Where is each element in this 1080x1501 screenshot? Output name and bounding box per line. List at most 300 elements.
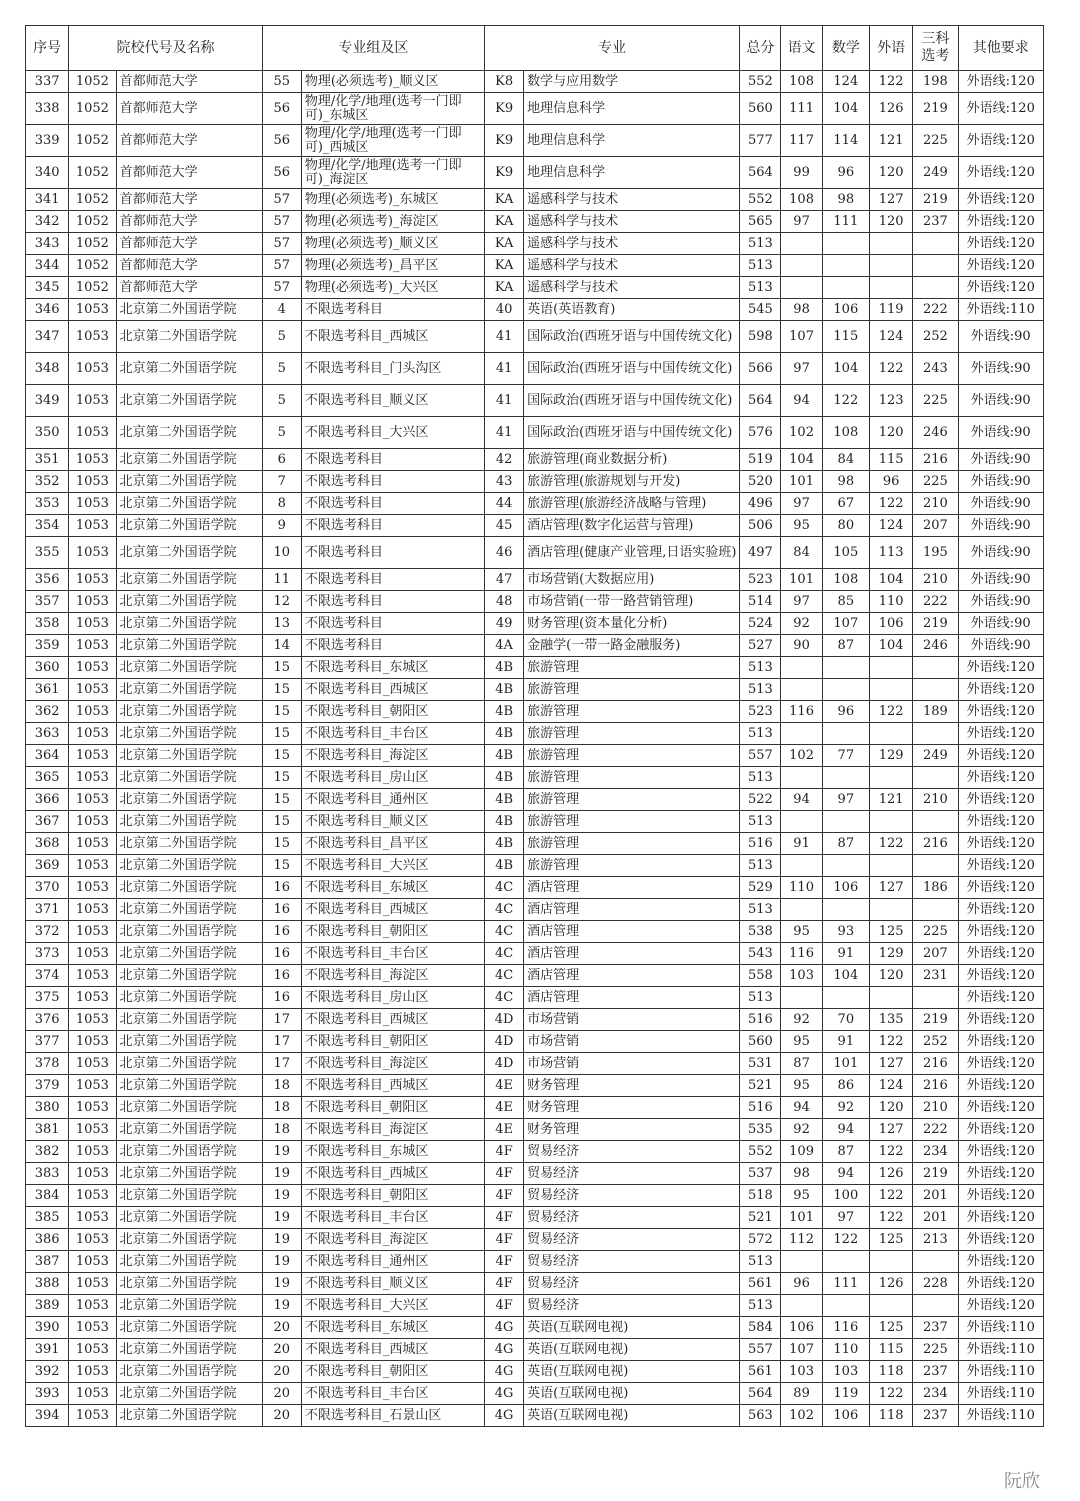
cell-other: 外语线:90 <box>958 321 1044 353</box>
cell-school-name: 北京第二外国语学院 <box>116 321 262 353</box>
cell-chinese: 94 <box>781 1097 822 1119</box>
cell-other: 外语线:110 <box>958 1405 1044 1427</box>
cell-math <box>822 277 869 299</box>
cell-chinese <box>781 767 822 789</box>
cell-school-code: 1053 <box>69 449 116 471</box>
cell-major-name: 旅游管理(旅游规划与开发) <box>524 471 740 493</box>
cell-major-name: 财务管理 <box>524 1119 740 1141</box>
table-row <box>26 1317 1044 1339</box>
cell-school-name: 北京第二外国语学院 <box>116 1141 262 1163</box>
cell-major-name: 酒店管理 <box>524 987 740 1009</box>
header-other: 其他要求 <box>958 26 1044 71</box>
cell-foreign: 127 <box>870 189 913 211</box>
cell-major-name: 遥感科学与技术 <box>524 211 740 233</box>
cell-major-code: 41 <box>485 417 524 449</box>
cell-math: 101 <box>822 1053 869 1075</box>
cell-group-code: 20 <box>262 1339 301 1361</box>
table-row <box>26 321 1044 353</box>
cell-school-code: 1052 <box>69 71 116 93</box>
cell-group-desc: 不限选考科目_东城区 <box>301 657 484 679</box>
cell-major-code: 4G <box>485 1317 524 1339</box>
cell-other: 外语线:110 <box>958 1383 1044 1405</box>
cell-chinese: 92 <box>781 1009 822 1031</box>
table-row <box>26 965 1044 987</box>
cell-group-code: 18 <box>262 1119 301 1141</box>
cell-electives: 198 <box>913 71 958 93</box>
cell-electives <box>913 679 958 701</box>
cell-other: 外语线:90 <box>958 493 1044 515</box>
cell-major-name: 财务管理 <box>524 1097 740 1119</box>
cell-school-code: 1053 <box>69 537 116 569</box>
cell-electives: 225 <box>913 471 958 493</box>
cell-major-name: 酒店管理 <box>524 877 740 899</box>
cell-school-name: 北京第二外国语学院 <box>116 679 262 701</box>
cell-group-code: 18 <box>262 1097 301 1119</box>
table-row <box>26 1361 1044 1383</box>
cell-math: 108 <box>822 417 869 449</box>
cell-foreign: 124 <box>870 515 913 537</box>
cell-foreign <box>870 255 913 277</box>
cell-major-code: K9 <box>485 125 524 157</box>
cell-other: 外语线:120 <box>958 255 1044 277</box>
cell-school-code: 1053 <box>69 657 116 679</box>
cell-foreign: 120 <box>870 417 913 449</box>
cell-group-desc: 不限选考科目_西城区 <box>301 1339 484 1361</box>
cell-math <box>822 679 869 701</box>
cell-school-code: 1053 <box>69 1405 116 1427</box>
cell-school-code: 1053 <box>69 1163 116 1185</box>
cell-foreign: 122 <box>870 701 913 723</box>
cell-seq: 368 <box>26 833 69 855</box>
cell-group-desc: 不限选考科目_通州区 <box>301 789 484 811</box>
cell-total: 560 <box>740 93 781 125</box>
table-row <box>26 1119 1044 1141</box>
cell-major-name: 英语(互联网电视) <box>524 1361 740 1383</box>
cell-school-name: 北京第二外国语学院 <box>116 1097 262 1119</box>
cell-group-desc: 不限选考科目 <box>301 569 484 591</box>
cell-major-code: 4C <box>485 943 524 965</box>
cell-math: 87 <box>822 1141 869 1163</box>
cell-chinese: 95 <box>781 1185 822 1207</box>
cell-major-code: KA <box>485 255 524 277</box>
cell-seq: 354 <box>26 515 69 537</box>
cell-foreign: 122 <box>870 493 913 515</box>
cell-seq: 341 <box>26 189 69 211</box>
cell-group-code: 13 <box>262 613 301 635</box>
cell-total: 557 <box>740 745 781 767</box>
cell-electives: 222 <box>913 591 958 613</box>
cell-school-code: 1053 <box>69 921 116 943</box>
cell-math: 96 <box>822 701 869 723</box>
cell-foreign: 129 <box>870 745 913 767</box>
table-row <box>26 211 1044 233</box>
cell-foreign: 122 <box>870 1185 913 1207</box>
cell-total: 535 <box>740 1119 781 1141</box>
cell-school-name: 北京第二外国语学院 <box>116 657 262 679</box>
cell-school-name: 北京第二外国语学院 <box>116 1207 262 1229</box>
cell-school-name: 北京第二外国语学院 <box>116 767 262 789</box>
cell-group-desc: 不限选考科目_东城区 <box>301 1317 484 1339</box>
table-row <box>26 93 1044 125</box>
cell-school-name: 北京第二外国语学院 <box>116 515 262 537</box>
cell-school-name: 北京第二外国语学院 <box>116 1295 262 1317</box>
cell-major-code: 41 <box>485 385 524 417</box>
cell-group-desc: 不限选考科目 <box>301 635 484 657</box>
cell-seq: 352 <box>26 471 69 493</box>
cell-other: 外语线:110 <box>958 1361 1044 1383</box>
cell-math: 111 <box>822 1273 869 1295</box>
cell-chinese: 103 <box>781 1361 822 1383</box>
cell-major-name: 市场营销 <box>524 1031 740 1053</box>
cell-electives: 237 <box>913 1405 958 1427</box>
cell-electives: 207 <box>913 943 958 965</box>
cell-school-name: 北京第二外国语学院 <box>116 1317 262 1339</box>
cell-chinese: 106 <box>781 1317 822 1339</box>
cell-school-code: 1052 <box>69 93 116 125</box>
cell-foreign: 122 <box>870 1031 913 1053</box>
cell-group-desc: 物理/化学/地理(选考一门即可)_西城区 <box>301 125 484 157</box>
cell-school-code: 1053 <box>69 1031 116 1053</box>
cell-major-name: 市场营销 <box>524 1053 740 1075</box>
cell-major-name: 酒店管理 <box>524 943 740 965</box>
table-row <box>26 515 1044 537</box>
cell-total: 584 <box>740 1317 781 1339</box>
cell-foreign: 123 <box>870 385 913 417</box>
cell-seq: 357 <box>26 591 69 613</box>
cell-group-desc: 不限选考科目_房山区 <box>301 767 484 789</box>
cell-school-name: 北京第二外国语学院 <box>116 1405 262 1427</box>
table-row <box>26 417 1044 449</box>
header-total: 总分 <box>740 26 781 71</box>
cell-other: 外语线:120 <box>958 1207 1044 1229</box>
cell-total: 513 <box>740 811 781 833</box>
cell-school-code: 1053 <box>69 1339 116 1361</box>
cell-electives: 219 <box>913 1009 958 1031</box>
cell-electives <box>913 811 958 833</box>
cell-group-desc: 不限选考科目_朝阳区 <box>301 921 484 943</box>
cell-major-name: 地理信息科学 <box>524 157 740 189</box>
cell-foreign <box>870 855 913 877</box>
watermark-text: 阮欣 <box>1004 1471 1040 1492</box>
cell-seq: 391 <box>26 1339 69 1361</box>
header-row <box>26 26 1044 71</box>
cell-major-code: 4C <box>485 965 524 987</box>
cell-other: 外语线:120 <box>958 767 1044 789</box>
cell-chinese: 97 <box>781 493 822 515</box>
cell-group-code: 57 <box>262 277 301 299</box>
table-row <box>26 1009 1044 1031</box>
cell-school-code: 1053 <box>69 965 116 987</box>
cell-major-name: 旅游管理 <box>524 745 740 767</box>
cell-major-code: K9 <box>485 157 524 189</box>
cell-school-name: 北京第二外国语学院 <box>116 965 262 987</box>
cell-school-name: 北京第二外国语学院 <box>116 745 262 767</box>
cell-seq: 383 <box>26 1163 69 1185</box>
cell-school-code: 1053 <box>69 1097 116 1119</box>
cell-school-name: 北京第二外国语学院 <box>116 1031 262 1053</box>
cell-major-code: K9 <box>485 93 524 125</box>
cell-school-code: 1052 <box>69 189 116 211</box>
cell-group-code: 57 <box>262 189 301 211</box>
cell-school-name: 北京第二外国语学院 <box>116 385 262 417</box>
cell-group-desc: 不限选考科目_顺义区 <box>301 385 484 417</box>
cell-math <box>822 811 869 833</box>
cell-major-name: 数学与应用数学 <box>524 71 740 93</box>
cell-chinese <box>781 233 822 255</box>
cell-group-code: 7 <box>262 471 301 493</box>
cell-seq: 350 <box>26 417 69 449</box>
cell-major-name: 贸易经济 <box>524 1229 740 1251</box>
cell-math: 104 <box>822 965 869 987</box>
cell-electives: 216 <box>913 1053 958 1075</box>
cell-school-code: 1053 <box>69 1251 116 1273</box>
cell-school-name: 北京第二外国语学院 <box>116 1229 262 1251</box>
cell-electives: 231 <box>913 965 958 987</box>
table-body <box>26 71 1044 1427</box>
cell-other: 外语线:120 <box>958 899 1044 921</box>
cell-school-code: 1053 <box>69 1317 116 1339</box>
cell-foreign <box>870 723 913 745</box>
cell-total: 565 <box>740 211 781 233</box>
cell-math: 94 <box>822 1163 869 1185</box>
cell-foreign <box>870 277 913 299</box>
cell-school-code: 1053 <box>69 833 116 855</box>
admission-table-container <box>25 25 1044 1427</box>
cell-total: 543 <box>740 943 781 965</box>
cell-seq: 385 <box>26 1207 69 1229</box>
cell-major-name: 英语(互联网电视) <box>524 1317 740 1339</box>
cell-school-name: 北京第二外国语学院 <box>116 921 262 943</box>
cell-chinese: 94 <box>781 789 822 811</box>
table-row <box>26 189 1044 211</box>
cell-other: 外语线:120 <box>958 701 1044 723</box>
cell-school-name: 北京第二外国语学院 <box>116 1273 262 1295</box>
cell-electives: 225 <box>913 385 958 417</box>
cell-electives: 219 <box>913 1163 958 1185</box>
cell-group-code: 16 <box>262 899 301 921</box>
cell-total: 538 <box>740 921 781 943</box>
cell-major-code: 4F <box>485 1229 524 1251</box>
cell-school-code: 1053 <box>69 1075 116 1097</box>
cell-group-desc: 不限选考科目_东城区 <box>301 1141 484 1163</box>
table-row <box>26 723 1044 745</box>
cell-other: 外语线:110 <box>958 1317 1044 1339</box>
cell-math: 77 <box>822 745 869 767</box>
cell-total: 513 <box>740 679 781 701</box>
cell-seq: 387 <box>26 1251 69 1273</box>
cell-math: 103 <box>822 1361 869 1383</box>
cell-chinese: 97 <box>781 211 822 233</box>
table-row <box>26 1207 1044 1229</box>
cell-seq: 366 <box>26 789 69 811</box>
cell-group-desc: 不限选考科目 <box>301 591 484 613</box>
cell-math: 97 <box>822 789 869 811</box>
cell-electives: 207 <box>913 515 958 537</box>
cell-group-desc: 不限选考科目_朝阳区 <box>301 1031 484 1053</box>
cell-other: 外语线:120 <box>958 943 1044 965</box>
cell-total: 513 <box>740 233 781 255</box>
cell-group-desc: 不限选考科目_朝阳区 <box>301 701 484 723</box>
cell-total: 572 <box>740 1229 781 1251</box>
cell-other: 外语线:90 <box>958 449 1044 471</box>
cell-group-desc: 不限选考科目_西城区 <box>301 1009 484 1031</box>
cell-group-desc: 不限选考科目_西城区 <box>301 679 484 701</box>
cell-group-desc: 不限选考科目_石景山区 <box>301 1405 484 1427</box>
cell-group-desc: 物理/化学/地理(选考一门即可)_东城区 <box>301 93 484 125</box>
cell-school-name: 首都师范大学 <box>116 157 262 189</box>
cell-seq: 364 <box>26 745 69 767</box>
cell-school-name: 北京第二外国语学院 <box>116 417 262 449</box>
cell-math: 70 <box>822 1009 869 1031</box>
cell-total: 564 <box>740 385 781 417</box>
cell-group-desc: 物理(必须选考)_顺义区 <box>301 71 484 93</box>
table-row <box>26 701 1044 723</box>
cell-major-name: 旅游管理 <box>524 855 740 877</box>
cell-other: 外语线:90 <box>958 417 1044 449</box>
cell-group-code: 19 <box>262 1141 301 1163</box>
cell-school-name: 北京第二外国语学院 <box>116 811 262 833</box>
table-row <box>26 921 1044 943</box>
cell-seq: 380 <box>26 1097 69 1119</box>
cell-electives: 237 <box>913 211 958 233</box>
cell-group-code: 15 <box>262 789 301 811</box>
cell-electives: 219 <box>913 189 958 211</box>
cell-group-desc: 不限选考科目_通州区 <box>301 1251 484 1273</box>
cell-chinese: 108 <box>781 189 822 211</box>
cell-chinese <box>781 899 822 921</box>
cell-total: 516 <box>740 1097 781 1119</box>
cell-seq: 358 <box>26 613 69 635</box>
cell-chinese: 112 <box>781 1229 822 1251</box>
cell-other: 外语线:120 <box>958 1251 1044 1273</box>
cell-foreign: 120 <box>870 1097 913 1119</box>
cell-school-code: 1053 <box>69 877 116 899</box>
cell-group-desc: 不限选考科目_海淀区 <box>301 1119 484 1141</box>
cell-seq: 340 <box>26 157 69 189</box>
cell-school-code: 1053 <box>69 723 116 745</box>
cell-seq: 393 <box>26 1383 69 1405</box>
table-row <box>26 1053 1044 1075</box>
table-row <box>26 767 1044 789</box>
cell-chinese: 95 <box>781 1031 822 1053</box>
cell-group-code: 6 <box>262 449 301 471</box>
table-row <box>26 745 1044 767</box>
cell-group-code: 19 <box>262 1229 301 1251</box>
cell-total: 513 <box>740 767 781 789</box>
cell-chinese: 102 <box>781 745 822 767</box>
cell-electives: 252 <box>913 1031 958 1053</box>
cell-group-code: 15 <box>262 679 301 701</box>
cell-school-code: 1053 <box>69 417 116 449</box>
cell-foreign: 104 <box>870 635 913 657</box>
cell-electives: 219 <box>913 613 958 635</box>
cell-other: 外语线:120 <box>958 1141 1044 1163</box>
cell-group-code: 12 <box>262 591 301 613</box>
cell-other: 外语线:120 <box>958 125 1044 157</box>
table-row <box>26 591 1044 613</box>
cell-school-code: 1052 <box>69 211 116 233</box>
table-row <box>26 679 1044 701</box>
cell-group-code: 9 <box>262 515 301 537</box>
cell-chinese: 101 <box>781 1207 822 1229</box>
cell-chinese: 96 <box>781 1273 822 1295</box>
cell-electives: 246 <box>913 635 958 657</box>
cell-major-name: 遥感科学与技术 <box>524 189 740 211</box>
cell-major-code: 40 <box>485 299 524 321</box>
cell-total: 531 <box>740 1053 781 1075</box>
cell-major-code: 4C <box>485 921 524 943</box>
cell-electives: 210 <box>913 493 958 515</box>
cell-foreign <box>870 1295 913 1317</box>
cell-school-code: 1053 <box>69 569 116 591</box>
cell-seq: 382 <box>26 1141 69 1163</box>
cell-school-code: 1053 <box>69 789 116 811</box>
cell-group-code: 20 <box>262 1361 301 1383</box>
cell-total: 561 <box>740 1361 781 1383</box>
cell-other: 外语线:90 <box>958 591 1044 613</box>
cell-major-code: KA <box>485 277 524 299</box>
cell-major-code: 48 <box>485 591 524 613</box>
cell-major-code: 4B <box>485 811 524 833</box>
cell-school-code: 1053 <box>69 1119 116 1141</box>
cell-school-code: 1053 <box>69 987 116 1009</box>
cell-electives: 213 <box>913 1229 958 1251</box>
cell-total: 513 <box>740 855 781 877</box>
cell-math <box>822 767 869 789</box>
table-row <box>26 635 1044 657</box>
cell-school-name: 首都师范大学 <box>116 125 262 157</box>
cell-total: 497 <box>740 537 781 569</box>
table-row <box>26 1185 1044 1207</box>
cell-other: 外语线:90 <box>958 353 1044 385</box>
cell-group-desc: 不限选考科目_丰台区 <box>301 1383 484 1405</box>
cell-chinese <box>781 255 822 277</box>
cell-group-desc: 不限选考科目_门头沟区 <box>301 353 484 385</box>
cell-foreign: 121 <box>870 125 913 157</box>
cell-major-code: 4B <box>485 701 524 723</box>
cell-school-code: 1053 <box>69 1295 116 1317</box>
cell-major-code: 41 <box>485 353 524 385</box>
cell-other: 外语线:120 <box>958 1163 1044 1185</box>
cell-school-name: 北京第二外国语学院 <box>116 789 262 811</box>
cell-other: 外语线:120 <box>958 679 1044 701</box>
table-row <box>26 1273 1044 1295</box>
cell-school-name: 北京第二外国语学院 <box>116 899 262 921</box>
cell-group-desc: 不限选考科目_顺义区 <box>301 1273 484 1295</box>
table-row <box>26 353 1044 385</box>
cell-chinese: 84 <box>781 537 822 569</box>
cell-school-name: 北京第二外国语学院 <box>116 493 262 515</box>
cell-school-name: 北京第二外国语学院 <box>116 855 262 877</box>
cell-other: 外语线:90 <box>958 537 1044 569</box>
table-row <box>26 449 1044 471</box>
cell-school-name: 北京第二外国语学院 <box>116 613 262 635</box>
cell-major-name: 旅游管理 <box>524 701 740 723</box>
cell-major-code: 44 <box>485 493 524 515</box>
cell-group-code: 16 <box>262 943 301 965</box>
cell-chinese: 116 <box>781 943 822 965</box>
cell-school-name: 北京第二外国语学院 <box>116 569 262 591</box>
cell-major-name: 地理信息科学 <box>524 125 740 157</box>
cell-group-code: 17 <box>262 1031 301 1053</box>
cell-other: 外语线:90 <box>958 385 1044 417</box>
cell-foreign: 104 <box>870 569 913 591</box>
cell-seq: 342 <box>26 211 69 233</box>
cell-major-name: 贸易经济 <box>524 1273 740 1295</box>
cell-total: 513 <box>740 899 781 921</box>
cell-major-name: 旅游管理 <box>524 833 740 855</box>
cell-major-name: 贸易经济 <box>524 1295 740 1317</box>
